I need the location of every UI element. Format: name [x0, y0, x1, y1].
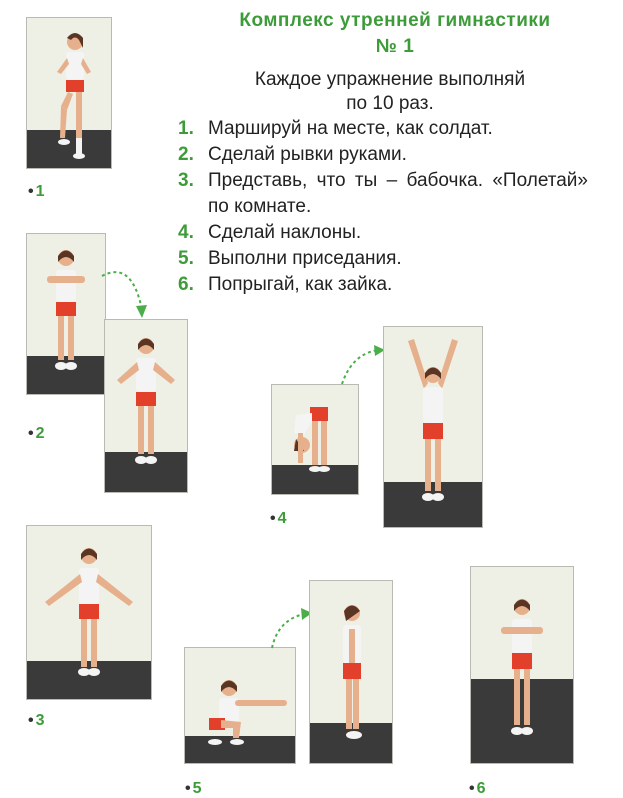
exercise-number: 4.: [178, 222, 194, 243]
exercise-text: Представь, что ты – бабочка. «Полетай» по комнате.: [208, 170, 588, 217]
photo-exercise-5b: [309, 580, 393, 764]
exercise-item-6: [178, 272, 588, 298]
arrow-exercise-4: [338, 344, 386, 386]
exercise-number: 1.: [178, 118, 194, 139]
exercise-text: Сделай наклоны.: [208, 222, 362, 243]
figure-label-3: • 3: [28, 712, 45, 729]
exercise-text: Выполни приседания.: [208, 248, 402, 269]
figure-label-5: • 5: [185, 780, 202, 797]
photo-exercise-2a: [26, 233, 106, 395]
photo-exercise-5a: [184, 647, 296, 764]
exercise-number: 2.: [178, 144, 194, 165]
figure-label-1: • 1: [28, 183, 45, 200]
exercise-list: [178, 116, 588, 298]
exercise-text: Сделай рывки руками.: [208, 144, 407, 165]
arrow-exercise-2: [100, 264, 150, 322]
photo-exercise-6: [470, 566, 574, 764]
exercise-item-3: [178, 168, 588, 220]
photo-exercise-4b: [383, 326, 483, 528]
page-title-line2: № 1: [375, 36, 415, 57]
figure-label-2: • 2: [28, 425, 45, 442]
figure-label-4: • 4: [270, 510, 287, 527]
photo-exercise-3: [26, 525, 152, 700]
photo-exercise-2b: [104, 319, 188, 493]
exercise-text: Маршируй на месте, как солдат.: [208, 118, 493, 139]
photo-exercise-1: [26, 17, 112, 169]
exercise-number: 5.: [178, 248, 194, 269]
exercise-text: Попрыгай, как зайка.: [208, 274, 393, 295]
exercise-number: 6.: [178, 274, 194, 295]
page-title-line1: Комплекс утренней гимнастики: [239, 10, 551, 31]
exercise-item-1: [178, 116, 588, 142]
intro-line2: по 10 раз.: [346, 93, 434, 114]
arrow-exercise-5: [268, 604, 314, 650]
exercise-item-5: [178, 246, 588, 272]
intro-line1: Каждое упражнение выполняй: [254, 69, 526, 90]
photo-exercise-4a: [271, 384, 359, 495]
exercise-number: 3.: [178, 170, 194, 191]
exercise-item-2: [178, 142, 588, 168]
figure-label-6: • 6: [469, 780, 486, 797]
exercise-item-4: [178, 220, 588, 246]
